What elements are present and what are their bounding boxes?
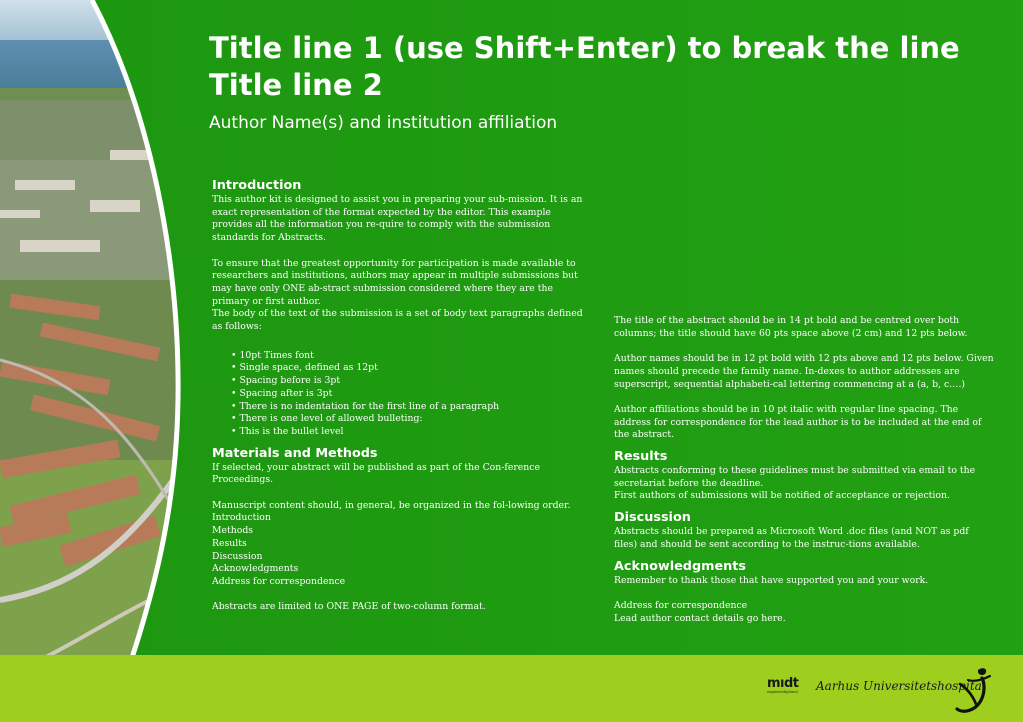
order-item: Methods bbox=[212, 525, 254, 537]
mdt-logo-text: mıdt bbox=[767, 676, 799, 691]
intro-paragraph-2: To ensure that the greatest opportunity for participation is made available to researchers and institutions, authors may appear in multiple submissions but may have only ONE ab-stract submission considered where they are the primary or first author. bbox=[212, 257, 578, 307]
correspondence-label: Address for correspondence bbox=[614, 599, 748, 611]
heading-introduction: Introduction bbox=[212, 178, 302, 193]
order-item: Acknowledgments bbox=[212, 563, 299, 575]
order-item: Discussion bbox=[212, 550, 263, 562]
list-item: • 10pt Times font bbox=[231, 349, 314, 361]
page-title: Title line 1 (use Shift+Enter) to break the line Title line 2 bbox=[209, 31, 960, 102]
left-column bbox=[212, 178, 590, 614]
results-paragraph-2: First authors of submissions will be notified of acceptance or rejection. bbox=[614, 490, 950, 502]
hospital-name: Aarhus Universitetshospital bbox=[816, 679, 986, 693]
hospital-emblem-icon bbox=[952, 664, 996, 716]
heading-materials-methods: Materials and Methods bbox=[212, 445, 378, 461]
intro-paragraph-1: This author kit is designed to assist you in preparing your sub-mission. It is an exact representation of the format expected by the editor. This example provides all the information you re-quire to comply with the submission standards for Abstracts. bbox=[212, 194, 583, 244]
discussion-paragraph-1: Abstracts should be prepared as Microsoft Word .doc files (and NOT as pdf files) and should be sent according to the instruc-tions available. bbox=[614, 526, 969, 550]
list-item: • Spacing before is 3pt bbox=[231, 375, 341, 387]
list-item: • There is one level of allowed bulleting: bbox=[231, 413, 423, 425]
methods-paragraph-2: Manuscript content should, in general, be organized in the fol-lowing order. bbox=[212, 499, 571, 511]
author-format-paragraph: Author names should be in 12 pt bold with 12 pts above and 12 pts below. Given names should precede the family name. In-dexes to author addresses are superscript, sequential alphabeti-cal lettering commencing at a (a, b, c….) bbox=[614, 353, 994, 390]
results-paragraph-1: Abstracts conforming to these guidelines must be submitted via email to the secretariat before the deadline. bbox=[614, 465, 976, 489]
mdt-logo-subtext: regionmidtjylland bbox=[767, 690, 798, 694]
author-affiliation: Author Name(s) and institution affiliation bbox=[209, 113, 558, 133]
title-format-paragraph: The title of the abstract should be in 14 pt bold and be centred over both columns; the title should have 60 pts space above (2 cm) and 12 pts below. bbox=[614, 315, 968, 339]
heading-discussion: Discussion bbox=[614, 510, 691, 526]
methods-paragraph-1: If selected, your abstract will be published as part of the Con-ference Proceedings. bbox=[212, 461, 540, 486]
order-item: Introduction bbox=[212, 512, 271, 524]
order-item: Address for correspondence bbox=[212, 575, 346, 587]
order-item: Results bbox=[212, 537, 247, 549]
correspondence-details: Lead author contact details go here. bbox=[614, 612, 786, 624]
region-midt-logo bbox=[767, 677, 807, 695]
heading-acknowledgments: Acknowledgments bbox=[614, 558, 746, 574]
intro-paragraph-3: The body of the text of the submission is a set of body text paragraphs defined as follows: bbox=[212, 308, 583, 333]
heading-results: Results bbox=[614, 449, 668, 464]
list-item: • Spacing after is 3pt bbox=[231, 387, 333, 399]
acknowledgments-paragraph-1: Remember to thank those that have supported you and your work. bbox=[614, 574, 929, 586]
affiliation-format-paragraph: Author affiliations should be in 10 pt italic with regular line spacing. The address for correspondence for the lead author is to be included at the end of the abstract. bbox=[614, 403, 982, 441]
right-column bbox=[614, 315, 994, 625]
list-item: • This is the bullet level bbox=[231, 425, 344, 437]
methods-paragraph-3: Abstracts are limited to ONE PAGE of two-column format. bbox=[212, 601, 486, 613]
list-item: • Single space, defined as 12pt bbox=[231, 362, 378, 374]
list-item: • There is no indentation for the first line of a paragraph bbox=[231, 400, 500, 412]
bullet-list bbox=[231, 350, 590, 439]
